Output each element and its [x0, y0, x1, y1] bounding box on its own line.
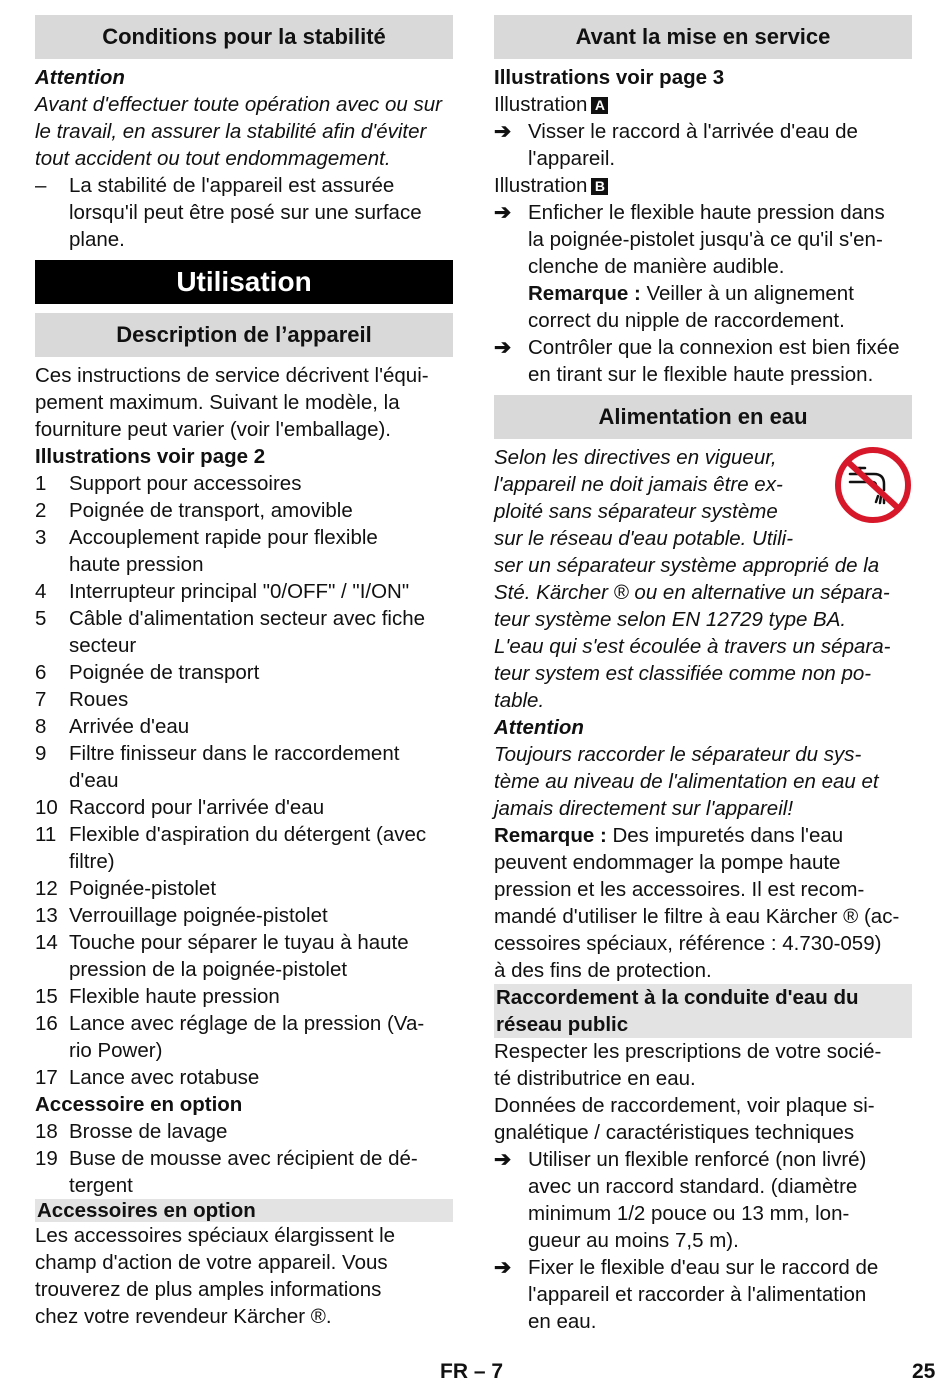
list-item: 8 Arrivée d'eau — [35, 715, 190, 738]
list-item: pression de la poignée-pistolet — [69, 958, 348, 981]
description-text: Ces instructions de service décrivent l'équi- — [35, 364, 429, 387]
item-number: 2 — [35, 499, 47, 522]
water-regulation-line: Sté. Kärcher ® ou en alternative un sépara- — [494, 581, 890, 604]
list-item: 13 Verrouillage poignée-pistolet — [35, 904, 328, 927]
footer-section-label: FR – 7 — [440, 1360, 504, 1383]
illustration-letter-b: B — [591, 178, 608, 195]
list-item: rio Power) — [69, 1039, 163, 1062]
step-reinforced-hose: ➔ Utiliser un flexible renforcé (non livré) — [494, 1148, 867, 1171]
item-number: 19 — [35, 1147, 58, 1170]
public-network-text: té distributrice en eau. — [494, 1067, 696, 1090]
item-number: 1 — [35, 472, 47, 495]
water-regulation-line: ser un séparateur système approprié de la — [494, 554, 880, 577]
illustrations-reference: Illustrations voir page 2 — [35, 445, 266, 468]
list-item: 10 Raccord pour l'arrivée d'eau — [35, 796, 325, 819]
list-item: 9 Filtre finisseur dans le raccordement — [35, 742, 400, 765]
item-number: 7 — [35, 688, 47, 711]
illustration-b-label: Illustration B — [494, 172, 912, 199]
list-item: secteur — [69, 634, 137, 657]
step-check-connection: en tirant sur le flexible haute pression. — [528, 363, 874, 386]
list-item: filtre) — [69, 850, 115, 873]
item-number: 14 — [35, 931, 58, 954]
item-number: 3 — [35, 526, 47, 549]
step-check-connection: ➔ Contrôler que la connexion est bien fixée — [494, 336, 900, 359]
list-item: d'eau — [69, 769, 119, 792]
remark-impurities: Remarque : Des impuretés dans l'eau — [494, 824, 844, 847]
list-item: 11 Flexible d'aspiration du détergent (avec — [35, 823, 427, 846]
list-item: 14 Touche pour séparer le tuyau à haute — [35, 931, 409, 954]
arrow-icon: ➔ — [494, 1256, 512, 1279]
remark-alignment: correct du nipple de raccordement. — [528, 309, 845, 332]
attention-label: Attention — [35, 66, 125, 89]
item-number: 17 — [35, 1066, 58, 1089]
item-number: 4 — [35, 580, 47, 603]
item-number: 16 — [35, 1012, 58, 1035]
accessories-text: trouverez de plus amples informations — [35, 1278, 382, 1301]
subsection-header-public-network: Raccordement à la conduite d'eau du réseau public — [494, 984, 912, 1038]
arrow-icon: ➔ — [494, 1148, 512, 1171]
component-list — [35, 470, 453, 1091]
item-number: 12 — [35, 877, 58, 900]
illustrations-reference: Illustrations voir page 3 — [494, 66, 725, 89]
item-number: 9 — [35, 742, 47, 765]
step-hose: la poignée-pistolet jusqu'à ce qu'il s'en- — [528, 228, 883, 251]
attention-text: tème au niveau de l'alimentation en eau et — [494, 770, 879, 793]
step-hose: clenche de manière audible. — [528, 255, 785, 278]
stability-note: plane. — [69, 228, 125, 251]
step-connect: l'appareil. — [528, 147, 616, 170]
description-text: pement maximum. Suivant le modèle, la — [35, 391, 400, 414]
item-number: 13 — [35, 904, 58, 927]
item-number: 6 — [35, 661, 47, 684]
illustration-letter-a: A — [591, 97, 608, 114]
stability-note: – La stabilité de l'appareil est assurée — [35, 174, 395, 197]
no-potable-water-connection-icon — [834, 446, 912, 524]
water-regulation-line: l'appareil ne doit jamais être ex- — [494, 473, 783, 496]
attention-text: Toujours raccorder le séparateur du sys- — [494, 743, 862, 766]
illustration-a-label: Illustration A — [494, 91, 912, 118]
list-item: 15 Flexible haute pression — [35, 985, 280, 1008]
step-hose: ➔ Enficher le flexible haute pression dans — [494, 201, 885, 224]
list-item: 16 Lance avec réglage de la pression (Va- — [35, 1012, 425, 1035]
accessory-option-heading: Accessoire en option — [35, 1093, 243, 1116]
accessories-text: chez votre revendeur Kärcher ®. — [35, 1305, 332, 1328]
attention-text: tout accident ou tout endommagement. — [35, 147, 391, 170]
arrow-icon: ➔ — [494, 201, 512, 224]
accessories-text: champ d'action de votre appareil. Vous — [35, 1251, 388, 1274]
step-connect: ➔ Visser le raccord à l'arrivée d'eau de — [494, 120, 858, 143]
public-network-text: Respecter les prescriptions de votre socié- — [494, 1040, 882, 1063]
step-reinforced-hose: gueur au moins 7,5 m). — [528, 1229, 739, 1252]
item-number: 11 — [35, 823, 57, 846]
list-item: 2 Poignée de transport, amovible — [35, 499, 353, 522]
water-regulation-line: table. — [494, 689, 545, 712]
right-column — [494, 15, 912, 1335]
attention-text: Avant d'effectuer toute opération avec ou sur — [35, 93, 442, 116]
step-fix-hose: l'appareil et raccorder à l'alimentation — [528, 1283, 867, 1306]
accessory-list — [35, 1118, 453, 1199]
list-item: haute pression — [69, 553, 204, 576]
item-number: 15 — [35, 985, 58, 1008]
remark-impurities: pression et les accessoires. Il est recom- — [494, 878, 865, 901]
accessories-text: Les accessoires spéciaux élargissent le — [35, 1224, 396, 1247]
list-item: 1 Support pour accessoires — [35, 472, 302, 495]
section-header-description: Description de l’appareil — [35, 313, 453, 357]
left-column — [35, 15, 453, 1330]
list-item: 3 Accouplement rapide pour flexible — [35, 526, 378, 549]
section-header-water-supply: Alimentation en eau — [494, 395, 912, 439]
list-item: tergent — [69, 1174, 133, 1197]
list-item: 6 Poignée de transport — [35, 661, 260, 684]
remark-impurities: mandé d'utiliser le filtre à eau Kärcher ® (ac- — [494, 905, 900, 928]
water-regulation-line: ploité sans séparateur système — [494, 500, 778, 523]
list-item: 17 Lance avec rotabuse — [35, 1066, 260, 1089]
section-header-stability: Conditions pour la stabilité — [35, 15, 453, 59]
list-item: 12 Poignée-pistolet — [35, 877, 217, 900]
chapter-header-utilisation: Utilisation — [35, 260, 453, 304]
remark-impurities: à des fins de protection. — [494, 959, 712, 982]
arrow-icon: ➔ — [494, 336, 512, 359]
attention-text: le travail, en assurer la stabilité afin d'éviter — [35, 120, 427, 143]
list-item: 19 Buse de mousse avec récipient de dé- — [35, 1147, 418, 1170]
water-regulation-line: teur système selon EN 12729 type BA. — [494, 608, 847, 631]
section-header-before-use: Avant la mise en service — [494, 15, 912, 59]
stability-note: lorsqu'il peut être posé sur une surface — [69, 201, 422, 224]
remark-impurities: peuvent endommager la pompe haute — [494, 851, 841, 874]
page-number: 25 — [912, 1360, 936, 1383]
step-fix-hose: en eau. — [528, 1310, 597, 1333]
step-fix-hose: ➔ Fixer le flexible d'eau sur le raccord de — [494, 1256, 879, 1279]
public-network-text: Données de raccordement, voir plaque si- — [494, 1094, 875, 1117]
subsection-header-accessories: Accessoires en option — [35, 1199, 453, 1222]
item-number: 8 — [35, 715, 47, 738]
step-reinforced-hose: avec un raccord standard. (diamètre — [528, 1175, 858, 1198]
list-item: 4 Interrupteur principal "0/OFF" / "I/ON" — [35, 580, 410, 603]
attention-label: Attention — [494, 716, 584, 739]
list-item: 7 Roues — [35, 688, 129, 711]
item-number: 10 — [35, 796, 58, 819]
water-regulation-line: teur system est classifiée comme non po- — [494, 662, 872, 685]
water-regulation-line: Selon les directives en vigueur, — [494, 446, 777, 469]
attention-text: jamais directement sur l'appareil! — [494, 797, 794, 820]
water-regulation-line: L'eau qui s'est écoulée à travers un sépara- — [494, 635, 891, 658]
dash-bullet: – — [35, 174, 47, 197]
item-number: 18 — [35, 1120, 58, 1143]
remark-impurities: cessoires spéciaux, référence : 4.730-059) — [494, 932, 882, 955]
step-reinforced-hose: minimum 1/2 pouce ou 13 mm, lon- — [528, 1202, 850, 1225]
item-number: 5 — [35, 607, 47, 630]
remark-alignment: Remarque : Veiller à un alignement — [528, 282, 854, 305]
list-item: 18 Brosse de lavage — [35, 1120, 228, 1143]
public-network-text: gnalétique / caractéristiques techniques — [494, 1121, 855, 1144]
list-item: 5 Câble d'alimentation secteur avec fiche — [35, 607, 426, 630]
description-text: fourniture peut varier (voir l'emballage). — [35, 418, 391, 441]
water-regulation-line: sur le réseau d'eau potable. Utili- — [494, 527, 794, 550]
arrow-icon: ➔ — [494, 120, 512, 143]
